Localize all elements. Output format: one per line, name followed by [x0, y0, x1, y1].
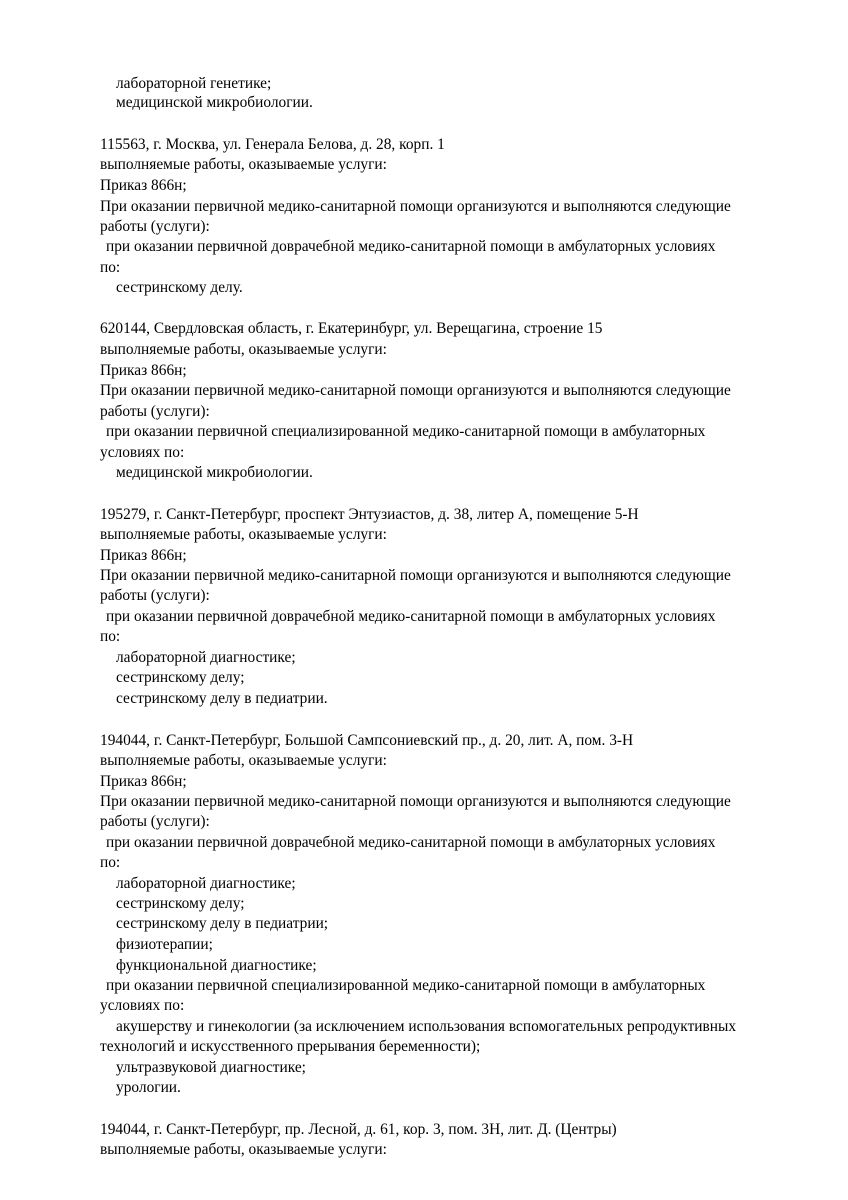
- group-heading: при оказании первичной доврачебной медико-санитарной помощи в амбулаторных условиях: [106, 834, 716, 851]
- list-item: лабораторной диагностике;: [116, 649, 296, 666]
- works-label: выполняемые работы, оказываемые услуги:: [100, 156, 387, 173]
- list-item: сестринскому делу.: [116, 279, 243, 296]
- group-heading: при оказании первичной доврачебной медико-санитарной помощи в амбулаторных условиях: [106, 608, 716, 625]
- paragraph-line: работы (услуги):: [100, 218, 210, 235]
- order-line: Приказ 866н;: [100, 362, 187, 379]
- list-item: сестринскому делу;: [116, 669, 245, 686]
- paragraph-line: При оказании первичной медико-санитарной помощи организуются и выполняются следующие: [100, 198, 731, 215]
- works-label: выполняемые работы, оказываемые услуги:: [100, 1141, 387, 1158]
- list-item: урологии.: [116, 1079, 181, 1096]
- list-item: акушерству и гинекологии (за исключением использования вспомогательных репродуктивных: [116, 1018, 737, 1035]
- address-line: 620144, Свердловская область, г. Екатеринбург, ул. Верещагина, строение 15: [100, 320, 603, 337]
- order-line: Приказ 866н;: [100, 773, 187, 790]
- paragraph-line: работы (услуги):: [100, 813, 210, 830]
- paragraph-line: работы (услуги):: [100, 403, 210, 420]
- group-heading: при оказании первичной специализированной медико-санитарной помощи в амбулаторных: [106, 977, 706, 994]
- group-heading: по:: [100, 854, 121, 871]
- order-line: Приказ 866н;: [100, 547, 187, 564]
- paragraph-line: При оказании первичной медико-санитарной помощи организуются и выполняются следующие: [100, 382, 731, 399]
- list-item: лабораторной генетике;: [116, 75, 272, 92]
- paragraph-line: При оказании первичной медико-санитарной помощи организуются и выполняются следующие: [100, 567, 731, 584]
- address-line: 115563, г. Москва, ул. Генерала Белова, д. 28, корп. 1: [100, 136, 445, 153]
- list-item: сестринскому делу;: [116, 895, 245, 912]
- group-heading: по:: [100, 628, 121, 645]
- list-item: медицинской микробиологии.: [116, 464, 313, 481]
- list-item: медицинской микробиологии.: [116, 94, 313, 111]
- group-heading: условиях по:: [100, 997, 185, 1014]
- list-item: физиотерапии;: [116, 936, 213, 953]
- paragraph-line: При оказании первичной медико-санитарной помощи организуются и выполняются следующие: [100, 793, 731, 810]
- list-item: технологий и искусственного прерывания беременности);: [100, 1038, 481, 1055]
- works-label: выполняемые работы, оказываемые услуги:: [100, 752, 387, 769]
- list-item: сестринскому делу в педиатрии.: [116, 690, 328, 707]
- list-item: лабораторной диагностике;: [116, 875, 296, 892]
- works-label: выполняемые работы, оказываемые услуги:: [100, 341, 387, 358]
- address-line: 194044, г. Санкт-Петербург, Большой Сампсониевский пр., д. 20, лит. А, пом. 3-Н: [100, 732, 634, 749]
- list-item: сестринскому делу в педиатрии;: [116, 915, 329, 932]
- group-heading: при оказании первичной специализированной медико-санитарной помощи в амбулаторных: [106, 423, 706, 440]
- order-line: Приказ 866н;: [100, 177, 187, 194]
- address-line: 194044, г. Санкт-Петербург, пр. Лесной, д. 61, кор. 3, пом. 3Н, лит. Д. (Центры): [100, 1121, 617, 1138]
- list-item: ультразвуковой диагностике;: [116, 1059, 306, 1076]
- works-label: выполняемые работы, оказываемые услуги:: [100, 526, 387, 543]
- address-line: 195279, г. Санкт-Петербург, проспект Энтузиастов, д. 38, литер А, помещение 5-Н: [100, 506, 639, 523]
- list-item: функциональной диагностике;: [116, 957, 317, 974]
- paragraph-line: работы (услуги):: [100, 587, 210, 604]
- group-heading: условиях по:: [100, 444, 185, 461]
- group-heading: при оказании первичной доврачебной медико-санитарной помощи в амбулаторных условиях: [106, 238, 716, 255]
- group-heading: по:: [100, 259, 121, 276]
